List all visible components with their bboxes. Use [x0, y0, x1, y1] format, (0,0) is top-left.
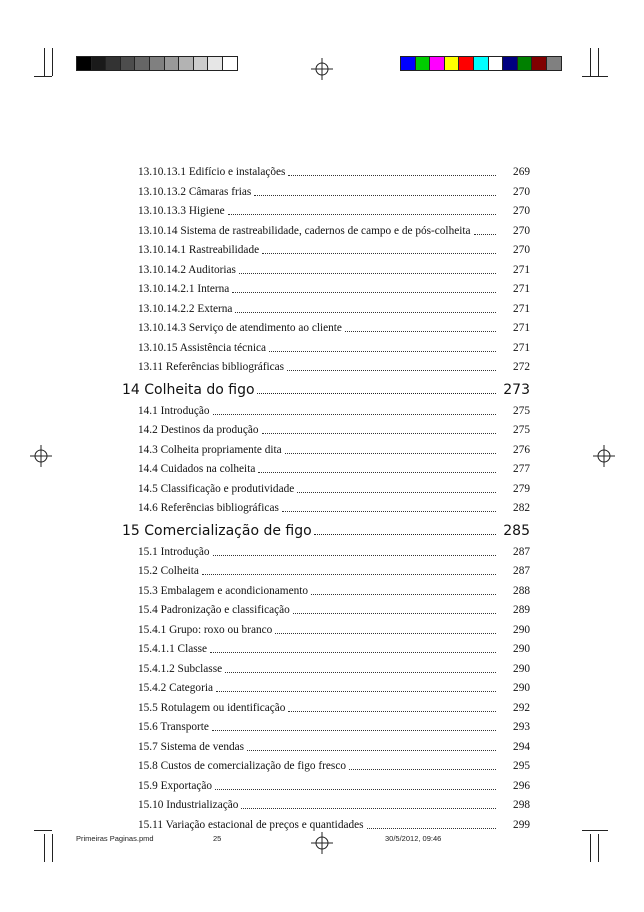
toc-entry-label — [138, 163, 285, 183]
toc-entry-number: 15.3 — [138, 584, 158, 597]
toc-entry-title: Referências bibliográficas — [165, 361, 285, 373]
toc-entry-label — [138, 757, 346, 777]
toc-entry-page: 290 — [513, 682, 530, 694]
toc-entry-title: Grupo: roxo ou branco — [169, 623, 273, 636]
toc-entry-page: 276 — [513, 443, 530, 456]
table-of-contents — [122, 163, 530, 835]
toc-entry-label — [138, 183, 251, 203]
crop-mark — [598, 48, 599, 76]
chapter-title: 15 Comercialização de figo — [122, 522, 312, 539]
toc-entry-title: Rotulagem ou identificação — [160, 701, 286, 714]
dot-leader — [254, 183, 496, 196]
toc-entry-label — [138, 402, 210, 422]
toc-entry-number: 13.10.14.2.2 — [138, 302, 195, 315]
toc-entry-page: 270 — [513, 185, 530, 198]
toc-entry-label — [138, 679, 213, 699]
toc-entry-number: 13.10.13.3 — [138, 205, 187, 217]
toc-entry-title: Introdução — [160, 545, 210, 558]
toc-entry-title: Variação estacional de preços e quantidades — [165, 818, 364, 831]
toc-entry — [138, 202, 530, 222]
toc-entry-number: 15.10 — [138, 799, 164, 811]
toc-entry-page: 290 — [513, 662, 530, 675]
toc-entry-page: 272 — [513, 361, 530, 373]
toc-entry-label — [138, 339, 266, 359]
dot-leader — [474, 222, 496, 235]
toc-entry-title: Custos de comercialização de figo fresco — [160, 760, 346, 772]
toc-entry-title: Colheita — [160, 565, 199, 577]
dot-leader — [269, 339, 496, 352]
dot-leader — [215, 777, 496, 790]
toc-entry-number: 13.10.15 — [138, 341, 178, 354]
color-swatch — [164, 56, 180, 71]
section-14-entries — [138, 402, 530, 519]
toc-entry-number: 13.10.14.1 — [138, 244, 187, 256]
color-swatch — [531, 56, 547, 71]
toc-entry — [138, 241, 530, 261]
registration-mark-icon — [30, 445, 52, 467]
dot-leader — [367, 816, 496, 829]
toc-entry-number: 15.1 — [138, 545, 158, 558]
toc-entry-page: 290 — [513, 643, 530, 655]
toc-entry — [138, 738, 530, 758]
color-swatch — [488, 56, 504, 71]
dot-leader — [349, 757, 496, 770]
color-swatch — [517, 56, 533, 71]
dot-leader — [262, 241, 496, 254]
toc-entry-number: 15.4.1.2 — [138, 662, 175, 675]
toc-entry-title: Serviço de atendimento ao cliente — [188, 322, 342, 334]
toc-entry-label — [138, 601, 290, 621]
toc-entry — [138, 319, 530, 339]
toc-entry — [138, 543, 530, 563]
dot-leader — [213, 402, 496, 415]
toc-entry-number: 15.5 — [138, 701, 158, 714]
registration-mark-icon — [311, 58, 333, 80]
toc-entry-page: 293 — [513, 721, 530, 733]
toc-entry-title: Introdução — [160, 404, 210, 417]
crop-mark — [44, 48, 45, 76]
dot-leader — [282, 499, 496, 512]
toc-entry-title: Cuidados na colheita — [160, 463, 256, 475]
toc-entry-number: 13.10.13.1 — [138, 166, 187, 178]
toc-entry-page: 269 — [513, 166, 530, 178]
toc-entry — [138, 280, 530, 300]
toc-entry-title: Exportação — [160, 779, 213, 792]
dot-leader — [288, 163, 496, 176]
toc-entry-number: 14.3 — [138, 443, 158, 456]
dot-leader — [262, 421, 497, 434]
slug-file-name: Primeiras Paginas.pmd — [76, 834, 154, 843]
toc-entry-number: 15.7 — [138, 740, 158, 753]
toc-entry-title: Referências bibliográficas — [160, 502, 279, 514]
color-swatch — [415, 56, 431, 71]
toc-entry-number: 13.10.14 — [138, 224, 178, 237]
toc-entry — [138, 621, 530, 641]
dot-leader — [216, 679, 496, 692]
color-swatch — [178, 56, 194, 71]
toc-entry-title: Interna — [197, 283, 230, 295]
dot-leader — [232, 280, 496, 293]
registration-mark-icon — [593, 445, 615, 467]
color-swatch — [149, 56, 165, 71]
toc-entry-label — [138, 460, 255, 480]
toc-entry-title: Classe — [177, 643, 208, 655]
toc-entry-label — [138, 777, 212, 797]
toc-entry — [138, 757, 530, 777]
color-swatch — [473, 56, 489, 71]
toc-entry-label — [138, 562, 199, 582]
toc-entry — [138, 222, 530, 242]
color-swatch — [134, 56, 150, 71]
toc-entry-page: 271 — [513, 302, 530, 315]
dot-leader — [212, 718, 496, 731]
toc-entry-page: 288 — [513, 584, 530, 597]
dot-leader — [225, 660, 496, 673]
dot-leader — [239, 261, 496, 274]
toc-entry-label — [138, 280, 229, 300]
crop-mark — [52, 834, 53, 862]
color-swatch — [458, 56, 474, 71]
color-swatch — [222, 56, 238, 71]
color-calibration-bar — [400, 56, 561, 73]
dot-leader — [228, 202, 496, 215]
chapter-page: 273 — [503, 381, 530, 398]
toc-entry-number: 14.4 — [138, 463, 158, 475]
toc-entry-page: 290 — [513, 623, 530, 636]
dot-leader — [235, 300, 496, 313]
toc-entry-number: 15.4.1.1 — [138, 643, 175, 655]
toc-entry-label — [138, 261, 236, 281]
toc-entry-number: 15.4 — [138, 604, 158, 616]
crop-mark — [44, 834, 45, 862]
toc-entry-page: 277 — [513, 463, 530, 475]
toc-entry-number: 15.2 — [138, 565, 158, 577]
toc-entry-number: 15.11 — [138, 818, 163, 831]
toc-entry — [138, 460, 530, 480]
chapter-14-entry — [122, 378, 530, 402]
toc-entry-title: Transporte — [160, 721, 209, 733]
dot-leader — [345, 319, 496, 332]
color-swatch — [91, 56, 107, 71]
toc-entry-title: Sistema de rastreabilidade, cadernos de campo e de pós-colheita — [180, 224, 471, 237]
toc-entry — [138, 183, 530, 203]
toc-entry-label — [138, 319, 342, 339]
toc-entry-title: Classificação e produtividade — [160, 482, 295, 495]
toc-entry — [138, 582, 530, 602]
toc-entry-page: 271 — [513, 341, 530, 354]
toc-entry — [138, 660, 530, 680]
toc-entry-title: Destinos da produção — [160, 424, 259, 436]
toc-entry-page: 298 — [513, 799, 530, 811]
toc-entry-title: Edifício e instalações — [188, 166, 286, 178]
slug-datetime: 30/5/2012, 09:46 — [385, 834, 442, 843]
toc-entry-title: Auditorias — [188, 263, 236, 276]
toc-entry-title: Categoria — [169, 682, 213, 694]
toc-entry-number: 14.6 — [138, 502, 158, 514]
crop-mark — [34, 76, 52, 77]
toc-entry — [138, 441, 530, 461]
toc-entry — [138, 562, 530, 582]
toc-entry — [138, 816, 530, 836]
toc-entry-page: 289 — [513, 604, 530, 616]
toc-entry — [138, 339, 530, 359]
toc-entry — [138, 402, 530, 422]
toc-entry-page: 270 — [513, 205, 530, 217]
toc-entry-label — [138, 543, 210, 563]
crop-mark — [598, 834, 599, 862]
dot-leader — [247, 738, 496, 751]
chapter-15-entry — [122, 519, 530, 543]
dot-leader — [258, 460, 496, 473]
toc-entry — [138, 300, 530, 320]
toc-entry — [138, 480, 530, 500]
toc-entry-page: 296 — [513, 779, 530, 792]
dot-leader — [275, 621, 496, 634]
toc-entry-label — [138, 738, 244, 758]
dot-leader — [293, 601, 496, 614]
toc-entry-label — [138, 640, 207, 660]
toc-entry-number: 15.9 — [138, 779, 158, 792]
toc-entry — [138, 679, 530, 699]
toc-entry-page: 295 — [513, 760, 530, 772]
toc-entry-label — [138, 816, 364, 836]
toc-entry-page: 292 — [513, 701, 530, 714]
crop-mark — [582, 76, 608, 77]
toc-entry-label — [138, 621, 272, 641]
color-swatch — [76, 56, 92, 71]
toc-entry — [138, 777, 530, 797]
toc-entry — [138, 261, 530, 281]
toc-entry-title: Sistema de vendas — [160, 740, 245, 753]
chapter-page: 285 — [503, 522, 530, 539]
dot-leader — [314, 519, 496, 535]
toc-entry — [138, 718, 530, 738]
toc-entry-number: 15.6 — [138, 721, 158, 733]
toc-entry-number: 14.2 — [138, 424, 158, 436]
toc-entry-title: Colheita propriamente dita — [160, 443, 282, 456]
toc-entry-title: Rastreabilidade — [188, 244, 260, 256]
dot-leader — [257, 378, 496, 394]
dot-leader — [210, 640, 496, 653]
toc-entry-page: 287 — [513, 545, 530, 558]
dot-leader — [285, 441, 496, 454]
color-swatch — [400, 56, 416, 71]
toc-entry-label — [138, 499, 279, 519]
toc-entry-number: 14.1 — [138, 404, 158, 417]
toc-entry — [138, 358, 530, 378]
color-swatch — [444, 56, 460, 71]
color-swatch — [120, 56, 136, 71]
toc-entry-label — [138, 796, 238, 816]
toc-entry-page: 275 — [513, 404, 530, 417]
toc-entry-label — [138, 222, 471, 242]
toc-entry — [138, 601, 530, 621]
dot-leader — [288, 699, 496, 712]
color-swatch — [429, 56, 445, 71]
toc-entry-label — [138, 582, 308, 602]
toc-entry-label — [138, 718, 209, 738]
toc-entry-page: 299 — [513, 818, 530, 831]
color-swatch — [546, 56, 562, 71]
dot-leader — [213, 543, 496, 556]
dot-leader — [202, 562, 496, 575]
toc-entry-number: 13.10.13.2 — [138, 185, 187, 198]
toc-entry-number: 13.11 — [138, 361, 163, 373]
toc-entry-title: Industrialização — [166, 799, 239, 811]
toc-entry-number: 15.4.2 — [138, 682, 167, 694]
toc-entry-number: 15.4.1 — [138, 623, 167, 636]
crop-mark — [52, 48, 53, 76]
toc-entry-title: Subclasse — [177, 662, 223, 675]
dot-leader — [297, 480, 496, 493]
toc-entry — [138, 640, 530, 660]
toc-entry-title: Assistência técnica — [179, 341, 267, 354]
grayscale-calibration-bar — [76, 56, 237, 73]
crop-mark — [590, 48, 591, 76]
toc-entry-number: 13.10.14.3 — [138, 322, 187, 334]
toc-entry-number: 13.10.14.2.1 — [138, 283, 195, 295]
slug-page-number: 25 — [213, 834, 222, 843]
toc-entry-title: Externa — [197, 302, 233, 315]
toc-entry — [138, 499, 530, 519]
toc-entry-label — [138, 660, 222, 680]
toc-entry-number: 14.5 — [138, 482, 158, 495]
dot-leader — [311, 582, 496, 595]
toc-entry-number: 15.8 — [138, 760, 158, 772]
toc-entry-title: Embalagem e acondicionamento — [160, 584, 309, 597]
toc-entry-label — [138, 480, 294, 500]
dot-leader — [241, 796, 496, 809]
crop-mark — [34, 830, 52, 831]
color-swatch — [502, 56, 518, 71]
section-15-entries — [138, 543, 530, 836]
toc-entry-label — [138, 241, 259, 261]
section-13-entries — [138, 163, 530, 378]
toc-entry-label — [138, 358, 284, 378]
toc-entry-label — [138, 441, 282, 461]
toc-entry-label — [138, 300, 232, 320]
toc-entry-page: 279 — [513, 482, 530, 495]
toc-entry-title: Câmaras frias — [188, 185, 252, 198]
toc-entry-number: 13.10.14.2 — [138, 263, 187, 276]
toc-entry-label — [138, 421, 259, 441]
toc-entry-page: 282 — [513, 502, 530, 514]
registration-mark-icon — [311, 832, 333, 854]
toc-entry-page: 287 — [513, 565, 530, 577]
toc-entry — [138, 796, 530, 816]
color-swatch — [207, 56, 223, 71]
toc-entry-page: 275 — [513, 424, 530, 436]
toc-entry-page: 270 — [513, 244, 530, 256]
color-swatch — [193, 56, 209, 71]
toc-entry — [138, 421, 530, 441]
toc-entry-page: 271 — [513, 263, 530, 276]
chapter-title: 14 Colheita do figo — [122, 381, 255, 398]
toc-entry-label — [138, 202, 225, 222]
toc-entry-title: Padronização e classificação — [160, 604, 290, 616]
color-swatch — [105, 56, 121, 71]
toc-entry — [138, 699, 530, 719]
toc-entry-page: 271 — [513, 283, 530, 295]
toc-entry-page: 271 — [513, 322, 530, 334]
toc-entry-label — [138, 699, 285, 719]
toc-entry — [138, 163, 530, 183]
crop-mark — [590, 834, 591, 862]
dot-leader — [287, 358, 496, 371]
toc-entry-page: 294 — [513, 740, 530, 753]
crop-mark — [582, 830, 608, 831]
toc-entry-page: 270 — [513, 224, 530, 237]
toc-entry-title: Higiene — [188, 205, 225, 217]
